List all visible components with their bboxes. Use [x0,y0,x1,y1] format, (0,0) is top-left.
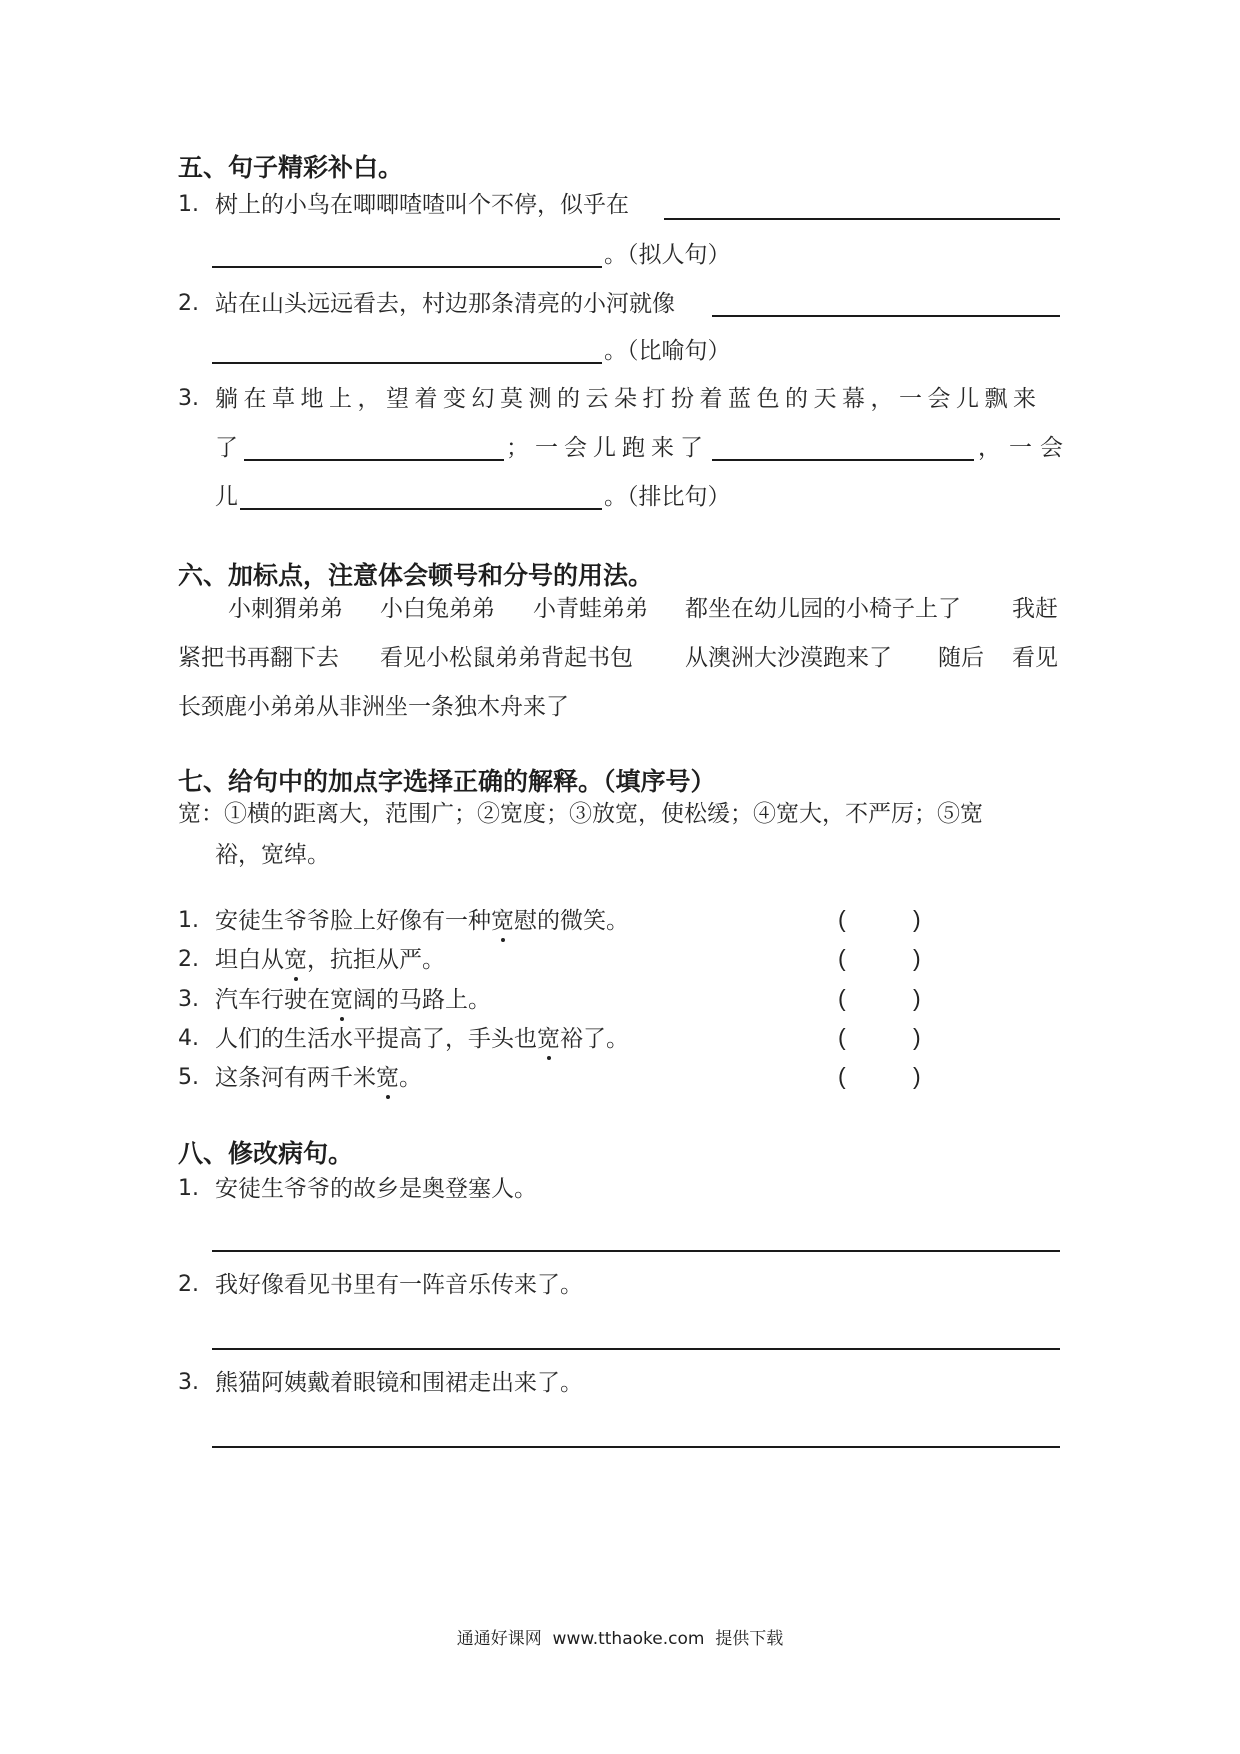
s5-q1-blank-line-2[interactable] [212,266,602,268]
s6-phrase: 从澳洲大沙漠跑来了 [685,645,892,671]
s5-q3-line-1: 躺在草地上，望着变幻莫测的云朵打扮着蓝色的天幕，一会儿飘来 [215,386,1042,412]
s5-q3-line-2-start: 了 [215,435,238,461]
s6-phrase: 看见 [1012,645,1058,671]
s5-q3-line-2-end: ，一会 [978,435,1071,461]
section-8-title: 八、修改病句。 [178,1139,354,1168]
s7-item-number: 4. [178,1026,199,1051]
answer-blank[interactable] [854,1063,898,1093]
answer-paren-close: ) [913,1024,921,1050]
s5-q3-blank-line-1[interactable] [244,459,504,461]
dotted-character: 宽 [376,1065,399,1091]
s5-q2-blank-line-2[interactable] [212,362,602,364]
s5-q3-end: 。（排比句） [604,484,731,510]
s8-answer-line-1[interactable] [212,1250,1060,1252]
section-6-title: 六、加标点，注意体会顿号和分号的用法。 [178,561,654,590]
answer-blank[interactable] [854,1024,898,1054]
s7-definition-line-1: 宽：①横的距离大，范围广；②宽度；③放宽，使松缓；④宽大，不严厉；⑤宽 [178,801,983,827]
s7-item-text: 汽车行驶在宽阔的马路上。 [215,987,491,1013]
s5-q3-blank-line-2[interactable] [712,459,974,461]
answer-paren-open: ( [838,985,846,1011]
s6-phrase: 看见小松鼠弟弟背起书包 [380,645,633,671]
s7-definition-line-2: 裕，宽绰。 [215,842,330,868]
answer-paren-open: ( [838,906,846,932]
footer-credit: 通通好课网 www.tthaoke.com 提供下载 [456,1629,784,1649]
answer-blank[interactable] [854,985,898,1015]
s5-q2-blank-line-1[interactable] [712,315,1060,317]
s6-phrase: 我赶 [1012,596,1058,622]
s5-q1-number: 1. [178,192,199,217]
s5-q3-line-3-start: 儿 [215,484,238,510]
s8-answer-line-3[interactable] [212,1446,1060,1448]
s5-q1-end: 。（拟人句） [604,242,731,268]
s7-item-number: 2. [178,947,199,972]
s8-item-text: 熊猫阿姨戴着眼镜和围裙走出来了。 [215,1370,583,1396]
answer-blank[interactable] [854,945,898,975]
s5-q1-blank-line-1[interactable] [664,218,1060,220]
s5-q2-number: 2. [178,291,199,316]
answer-blank[interactable] [854,906,898,936]
s5-q1-text: 树上的小鸟在唧唧喳喳叫个不停，似乎在 [215,192,629,218]
s5-q3-number: 3. [178,386,199,411]
s8-item-number: 1. [178,1176,199,1201]
s6-phrase: 随后 [938,645,984,671]
s6-phrase: 小青蛙弟弟 [533,596,648,622]
s6-phrase: 小白兔弟弟 [380,596,495,622]
s7-item-text: 人们的生活水平提高了，手头也宽裕了。 [215,1026,629,1052]
answer-paren-open: ( [838,945,846,971]
section-7-title: 七、给句中的加点字选择正确的解释。（填序号） [178,767,716,796]
s7-item-text: 坦白从宽，抗拒从严。 [215,947,445,973]
s8-item-text: 我好像看见书里有一阵音乐传来了。 [215,1272,583,1298]
dotted-character: 宽 [284,947,307,973]
s5-q3-line-2-mid: ；一会儿跑来了 [506,435,709,461]
s5-q3-blank-line-3[interactable] [240,508,602,510]
s8-item-text: 安徒生爷爷的故乡是奥登塞人。 [215,1176,537,1202]
s8-answer-line-2[interactable] [212,1348,1060,1350]
answer-paren-close: ) [913,985,921,1011]
s8-item-number: 2. [178,1272,199,1297]
s6-phrase: 都坐在幼儿园的小椅子上了 [685,596,961,622]
section-5-title: 五、句子精彩补白。 [178,153,404,182]
answer-paren-open: ( [838,1063,846,1089]
s8-item-number: 3. [178,1370,199,1395]
s5-q2-text: 站在山头远远看去，村边那条清亮的小河就像 [215,291,675,317]
s6-line-3: 长颈鹿小弟弟从非洲坐一条独木舟来了 [178,694,569,720]
s6-phrase: 紧把书再翻下去 [178,645,339,671]
s7-item-text: 安徒生爷爷脸上好像有一种宽慰的微笑。 [215,908,629,934]
answer-paren-close: ) [913,1063,921,1089]
s7-item-text: 这条河有两千米宽。 [215,1065,422,1091]
dotted-character: 宽 [491,908,514,934]
answer-paren-close: ) [913,906,921,932]
s7-item-number: 3. [178,987,199,1012]
s7-item-number: 1. [178,908,199,933]
dotted-character: 宽 [330,987,353,1013]
s6-phrase: 小刺猬弟弟 [228,596,343,622]
s7-item-number: 5. [178,1065,199,1090]
s5-q2-end: 。（比喻句） [604,338,731,364]
answer-paren-close: ) [913,945,921,971]
answer-paren-open: ( [838,1024,846,1050]
dotted-character: 宽 [537,1026,560,1052]
